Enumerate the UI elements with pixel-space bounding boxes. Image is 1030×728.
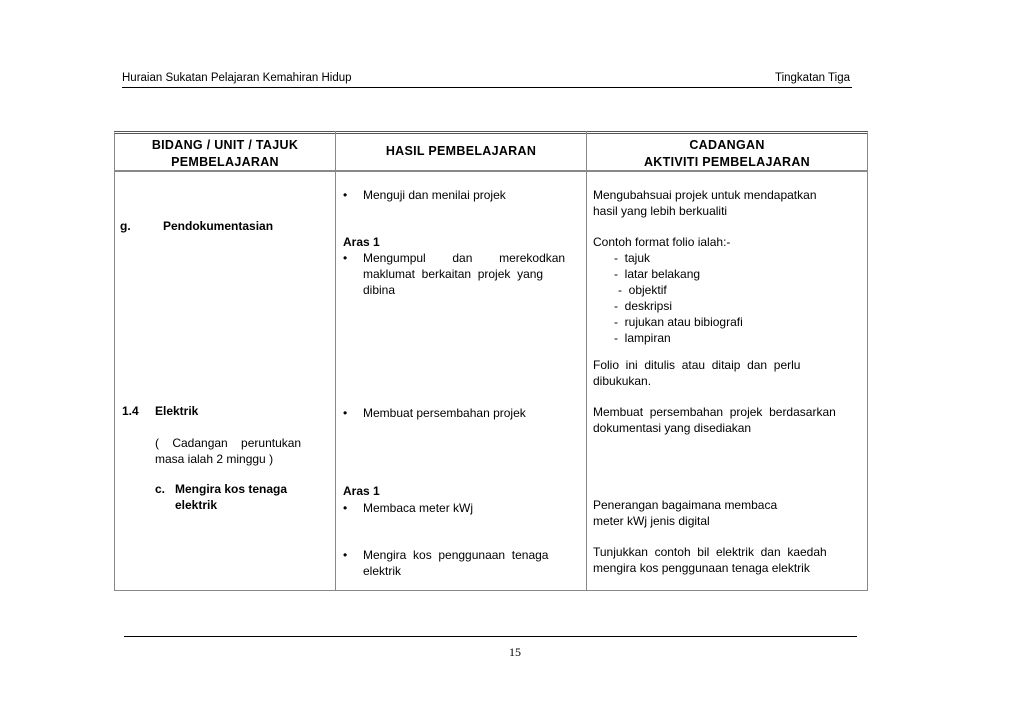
activity-paragraph-5-line2: meter kWj jenis digital [593,514,710,528]
item-c-label: c. [155,482,166,496]
outcome-bullet-2-line1: Mengumpul dan merekodkan [363,251,566,265]
bullet-icon: • [343,251,348,265]
dash-icon: - [614,299,625,313]
outcome-bullet-1-text: Menguji dan menilai projek [363,188,506,202]
outcome-bullet-3-text: Membuat persembahan projek [363,406,526,420]
bullet-icon: • [343,548,348,562]
column-header-topic-line2: PEMBELAJARAN [171,155,279,169]
bullet-icon: • [343,406,348,420]
activity-paragraph-4 [593,404,863,436]
list-item: - lampiran [614,331,671,345]
column-header-activity-line2: AKTIVITI PEMBELAJARAN [643,155,811,169]
activity-paragraph-5-line1: Penerangan bagaimana membaca [593,498,778,512]
footer-rule [124,636,857,637]
column-header-topic [115,137,335,171]
item-c-line2: elektrik [175,498,218,512]
outcome-bullet-2-line2: maklumat berkaitan projek yang [363,267,544,281]
outcome-bullet-5 [343,547,580,579]
folio-format-list [614,250,743,346]
activity-paragraph-4-line1: Membuat persembahan projek berdasarkan [593,405,836,419]
allocation-note-line2: masa ialah 2 minggu ) [155,452,274,466]
list-item: - rujukan atau bibiografi [614,315,743,329]
item-g-label: g. [120,219,131,233]
list-item: - deskripsi [614,299,673,313]
unit-title: Elektrik [155,404,199,418]
level-label-1: Aras 1 [343,235,380,249]
outcome-bullet-5-line1: Mengira kos penggunaan tenaga [363,548,549,562]
running-header-form: Tingkatan Tiga [774,72,850,84]
page-number: 15 [509,645,521,659]
outcome-bullet-5-line2: elektrik [363,564,402,578]
bullet-icon: • [343,501,348,515]
bullet-icon: • [343,188,348,202]
running-header-title: Huraian Sukatan Pelajaran Kemahiran Hidup [122,72,352,84]
list-item: - tajuk [614,251,651,265]
activity-paragraph-6-line1: Tunjukkan contoh bil elektrik dan kaedah [593,545,827,559]
dash-icon: - [614,251,625,265]
outcome-bullet-2-line3: dibina [363,283,396,297]
column-header-activity [587,137,867,171]
folio-format-intro: Contoh format folio ialah:- [593,235,731,249]
activity-paragraph-5 [593,497,777,529]
list-item: - latar belakang [614,267,701,281]
column-divider-2 [586,131,587,591]
outcome-bullet-4 [343,500,473,516]
activity-paragraph-1-line1: Mengubahsuai projek untuk mendapatkan [593,188,817,202]
column-header-outcome: HASIL PEMBELAJARAN [385,144,537,158]
item-g-title: Pendokumentasian [163,219,274,233]
column-header-topic-line1: BIDANG / UNIT / TAJUK [151,138,299,152]
unit-number: 1.4 [122,404,139,418]
allocation-note-line1: ( Cadangan peruntukan [155,436,302,450]
outcome-bullet-3 [343,405,526,421]
activity-paragraph-6-line2: mengira kos penggunaan tenaga elektrik [593,561,810,575]
activity-paragraph-1-line2: hasil yang lebih berkualiti [593,204,728,218]
activity-paragraph-3 [593,357,861,389]
dash-icon: - [614,315,625,329]
column-divider-1 [335,131,336,591]
dash-icon: - [618,283,629,297]
outcome-bullet-1 [343,187,506,203]
level-label-2: Aras 1 [343,484,380,498]
activity-paragraph-4-line2: dokumentasi yang disediakan [593,421,752,435]
column-header-activity-line1: CADANGAN [689,138,765,152]
outcome-bullet-4-text: Membaca meter kWj [363,501,474,515]
dash-icon: - [614,331,625,345]
header-rule [122,87,852,88]
activity-paragraph-1 [593,187,817,219]
list-item: - objektif [618,283,667,297]
dash-icon: - [614,267,625,281]
outcome-bullet-2 [343,250,580,298]
activity-paragraph-6 [593,544,863,576]
activity-paragraph-3-line1: Folio ini ditulis atau ditaip dan perlu [593,358,801,372]
activity-paragraph-3-line2: dibukukan. [593,374,652,388]
item-c-line1: Mengira kos tenaga [175,482,288,496]
